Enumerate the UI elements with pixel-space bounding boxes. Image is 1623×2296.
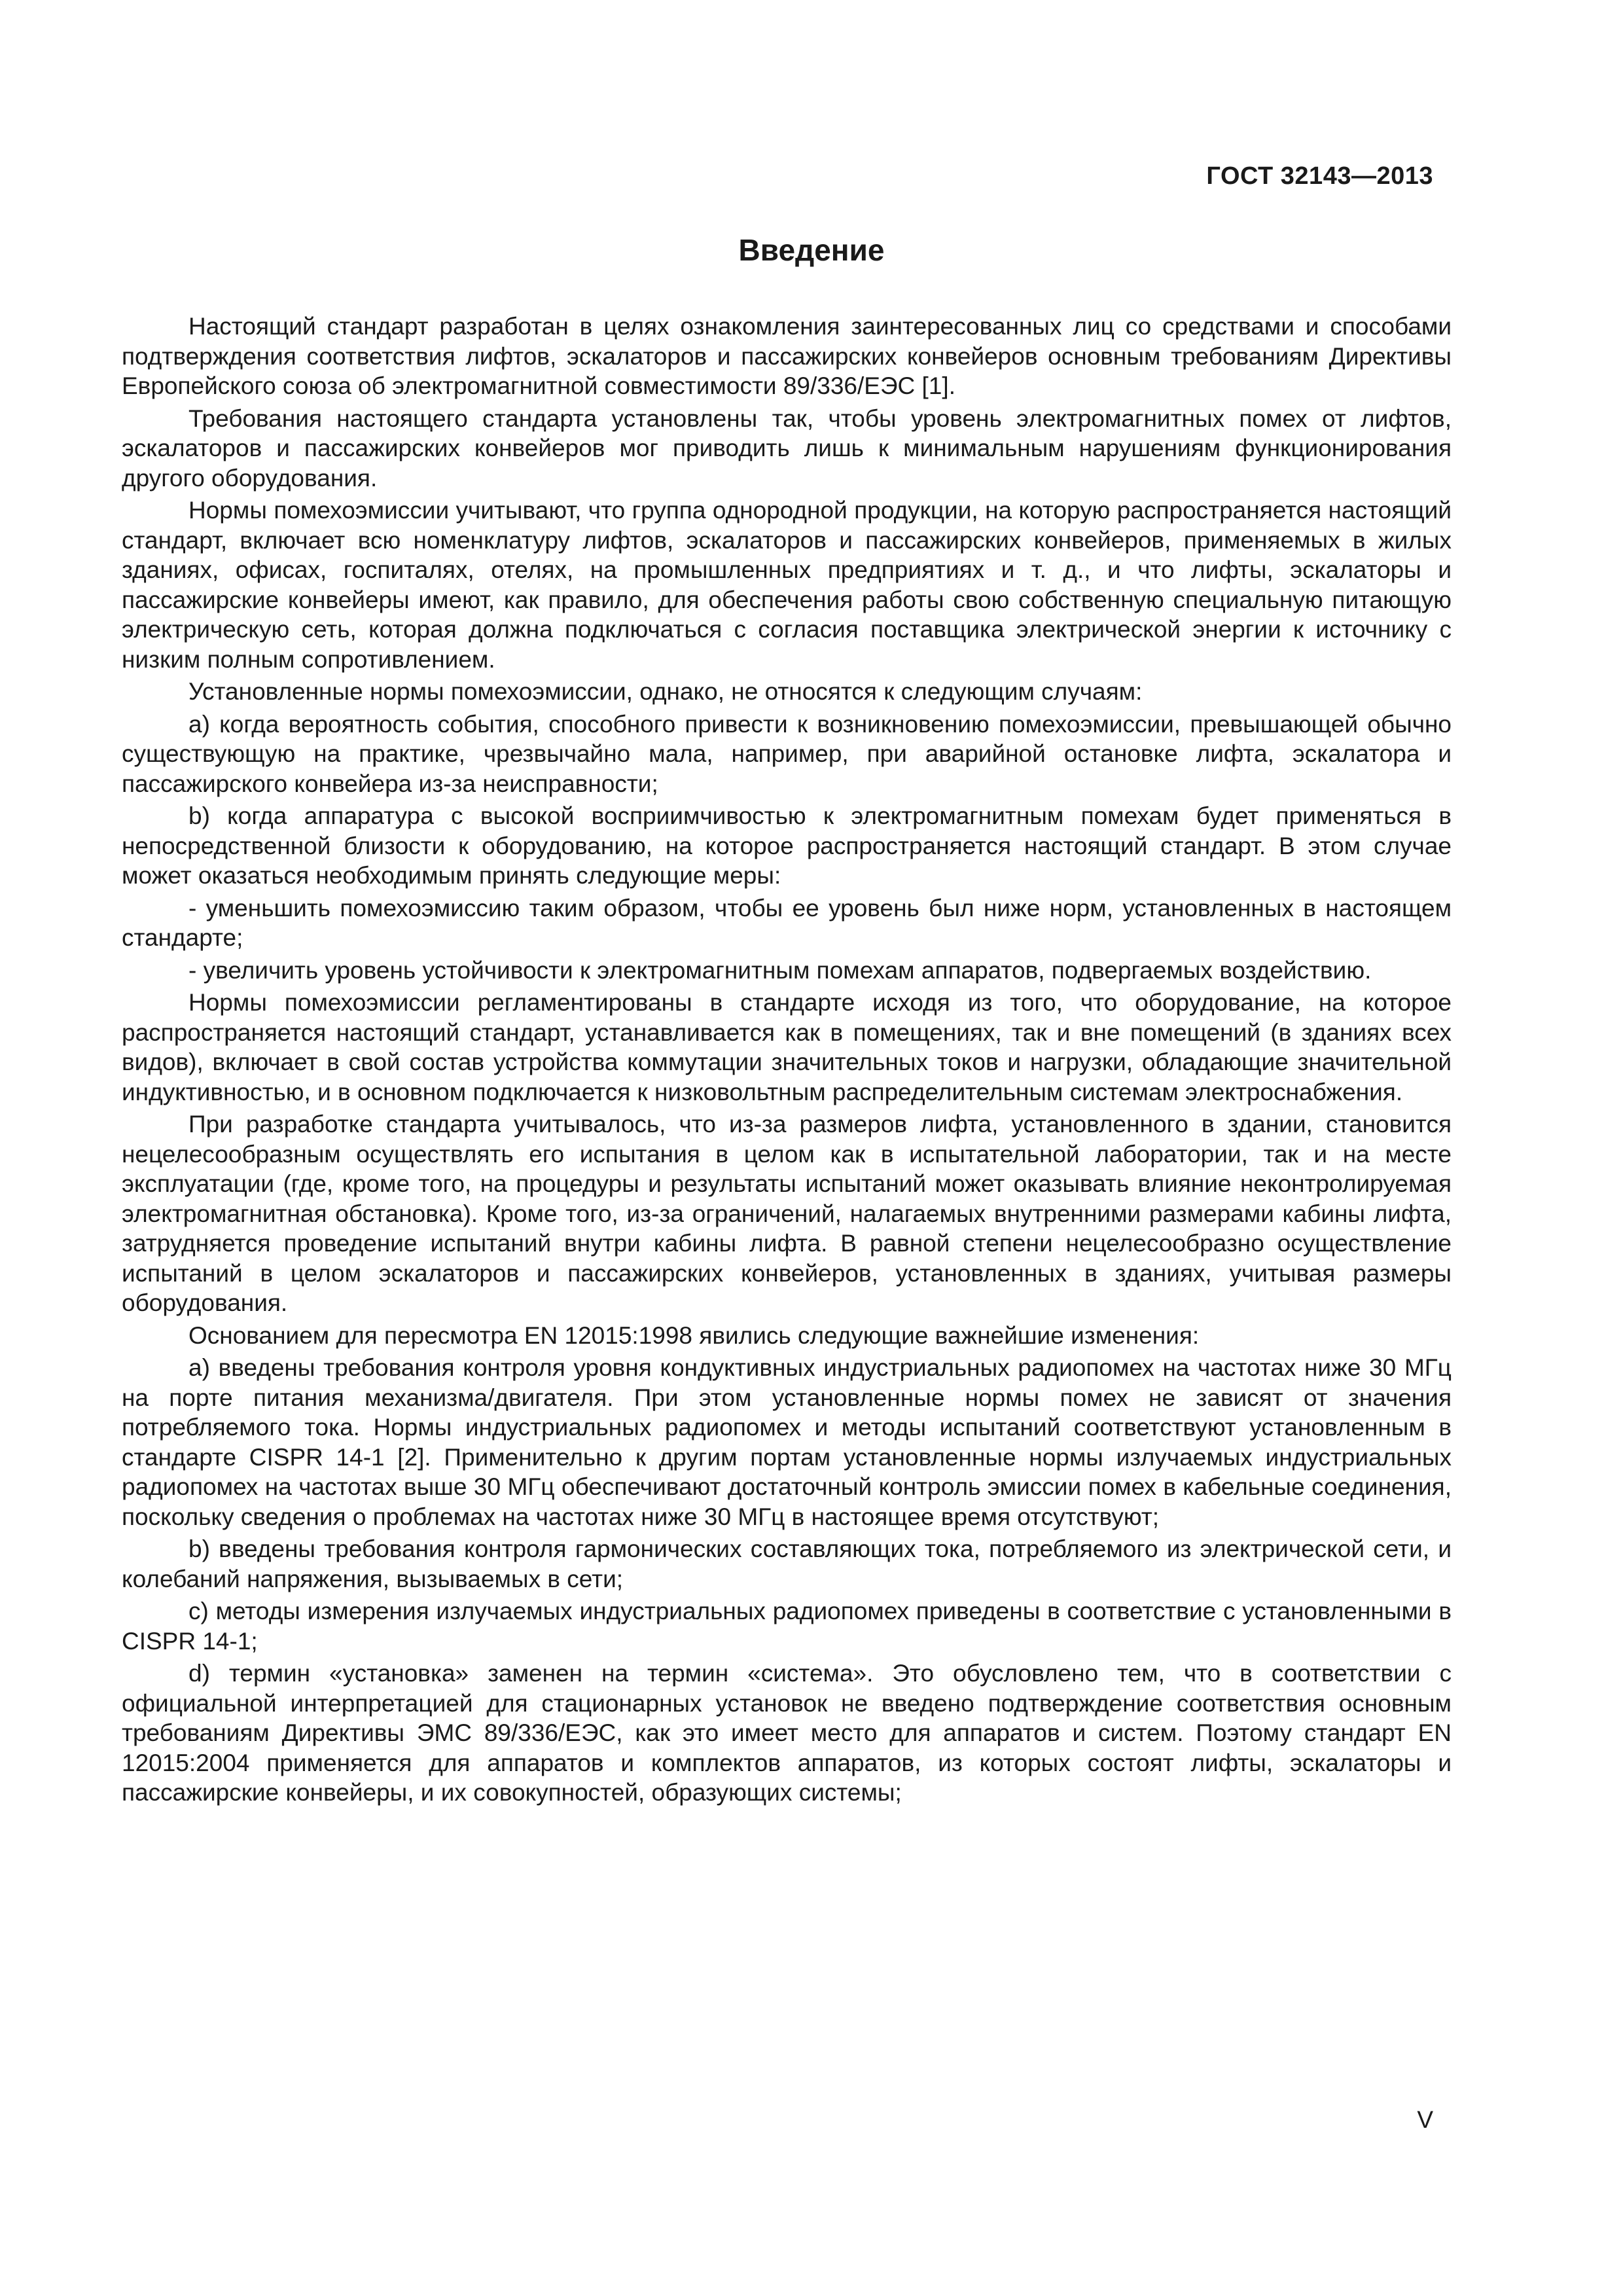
list-item: - уменьшить помехоэмиссию таким образом, чтобы ее уровень был ниже норм, установленных в настоящем стандарте; [122, 894, 1452, 951]
paragraph: Установленные нормы помехоэмиссии, однако, не относятся к следующим случаям: [188, 678, 1143, 705]
document-code: ГОСТ 32143—2013 [1206, 162, 1433, 190]
paragraph: Нормы помехоэмиссии учитывают, что группа однородной продукции, на которую распространяется настоящий стандарт, включает всю номенклатуру лифтов, эскалаторов и пассажирских конвейеров, применяемых в жилых зданиях, офисах, госпиталях, отелях, на промышленных предприятиях и т. д., и что лифты, эскалаторы и пассажирские конвейеры имеют, как правило, для обеспечения работы свою собственную специальную питающую электрическую сеть, которая должна подключаться с согласия поставщика электрической энергии к источнику с низким полным сопротивлением. [122, 497, 1452, 673]
section-title: Введение [738, 233, 885, 267]
paragraph: Нормы помехоэмиссии регламентированы в стандарте исходя из того, что оборудование, на которое распространяется настоящий стандарт, устанавливается как в помещениях, так и вне помещений (в зданиях всех видов), включает в свой состав устройства коммутации значительных токов и нагрузки, обладающие значительной индуктивностью, и в основном подключается к низковольтным распределительным системам электроснабжения. [122, 989, 1452, 1105]
list-item: b) введены требования контроля гармонических составляющих тока, потребляемого из электрической сети, и колебаний напряжения, вызываемых в сети; [122, 1535, 1452, 1592]
list-item: a) когда вероятность события, способного привести к возникновению помехоэмиссии, превышающей обычно существующую на практике, чрезвычайно мала, например, при аварийной остановке лифта, эскалатора и пассажирского конвейера из-за неисправности; [122, 710, 1452, 797]
paragraph: Настоящий стандарт разработан в целях ознакомления заинтересованных лиц со средствами и способами подтверждения соответствия лифтов, эскалаторов и пассажирских конвейеров основным требованиям Директивы Европейского союза об электромагнитной совместимости 89/336/ЕЭС [1]. [122, 313, 1452, 399]
list-item: - увеличить уровень устойчивости к электромагнитным помехам аппаратов, подвергаемых воздействию. [188, 956, 1372, 984]
paragraph: Требования настоящего стандарта установлены так, чтобы уровень электромагнитных помех от лифтов, эскалаторов и пассажирских конвейеров мог приводить лишь к минимальным нарушениям функционирования другого оборудования. [122, 404, 1452, 492]
page-number: V [1417, 2106, 1433, 2133]
paragraph: При разработке стандарта учитывалось, что из-за размеров лифта, установленного в здании, становится нецелесообразным осуществлять его испытания в целом как в испытательной лаборатории, так и на месте эксплуатации (где, кроме того, на процедуры и результаты испытаний может оказывать влияние неконтролируемая электромагнитная обстановка). Кроме того, из-за ограничений, налагаемых внутренними размерами кабины лифта, затрудняется проведение испытаний внутри кабины лифта. В равной степени нецелесообразно осуществление испытаний в целом эскалаторов и пассажирских конвейеров, установленных в зданиях, учитывая размеры оборудования. [122, 1111, 1452, 1316]
body-text [122, 312, 1452, 1810]
list-item: b) когда аппаратура с высокой восприимчивостью к электромагнитным помехам будет применяться в непосредственной близости к оборудованию, на которое распространяется настоящий стандарт. В этом случае может оказаться необходимым принять следующие меры: [122, 802, 1452, 889]
list-item: a) введены требования контроля уровня кондуктивных индустриальных радиопомех на частотах ниже 30 МГц на порте питания механизма/двигателя. При этом установленные нормы помех не зависят от значения потребляемого тока. Нормы индустриальных радиопомех и методы испытаний соответствуют установленным в стандарте CISPR 14-1 [2]. Применительно к другим портам установленные нормы излучаемых индустриальных радиопомех на частотах выше 30 МГц обеспечивают достаточный контроль эмиссии помех в кабельные соединения, поскольку сведения о проблемах на частотах ниже 30 МГц в настоящее время отсутствуют; [122, 1354, 1452, 1530]
paragraph: Основанием для пересмотра EN 12015:1998 явились следующие важнейшие изменения: [188, 1321, 1200, 1349]
list-item: c) методы измерения излучаемых индустриальных радиопомех приведены в соответствие с установленными в CISPR 14-1; [122, 1598, 1452, 1655]
list-item: d) термин «установка» заменен на термин «система». Это обусловлено тем, что в соответствии с официальной интерпретацией для стационарных установок не введено подтверждение соответствия основным требованиям Директивы ЭМС 89/336/ЕЭС, как это имеет место для аппаратов и систем. Поэтому стандарт EN 12015:2004 применяется для аппаратов и комплектов аппаратов, из которых состоят лифты, эскалаторы и пассажирские конвейеры, и их совокупностей, образующих системы; [122, 1660, 1452, 1806]
